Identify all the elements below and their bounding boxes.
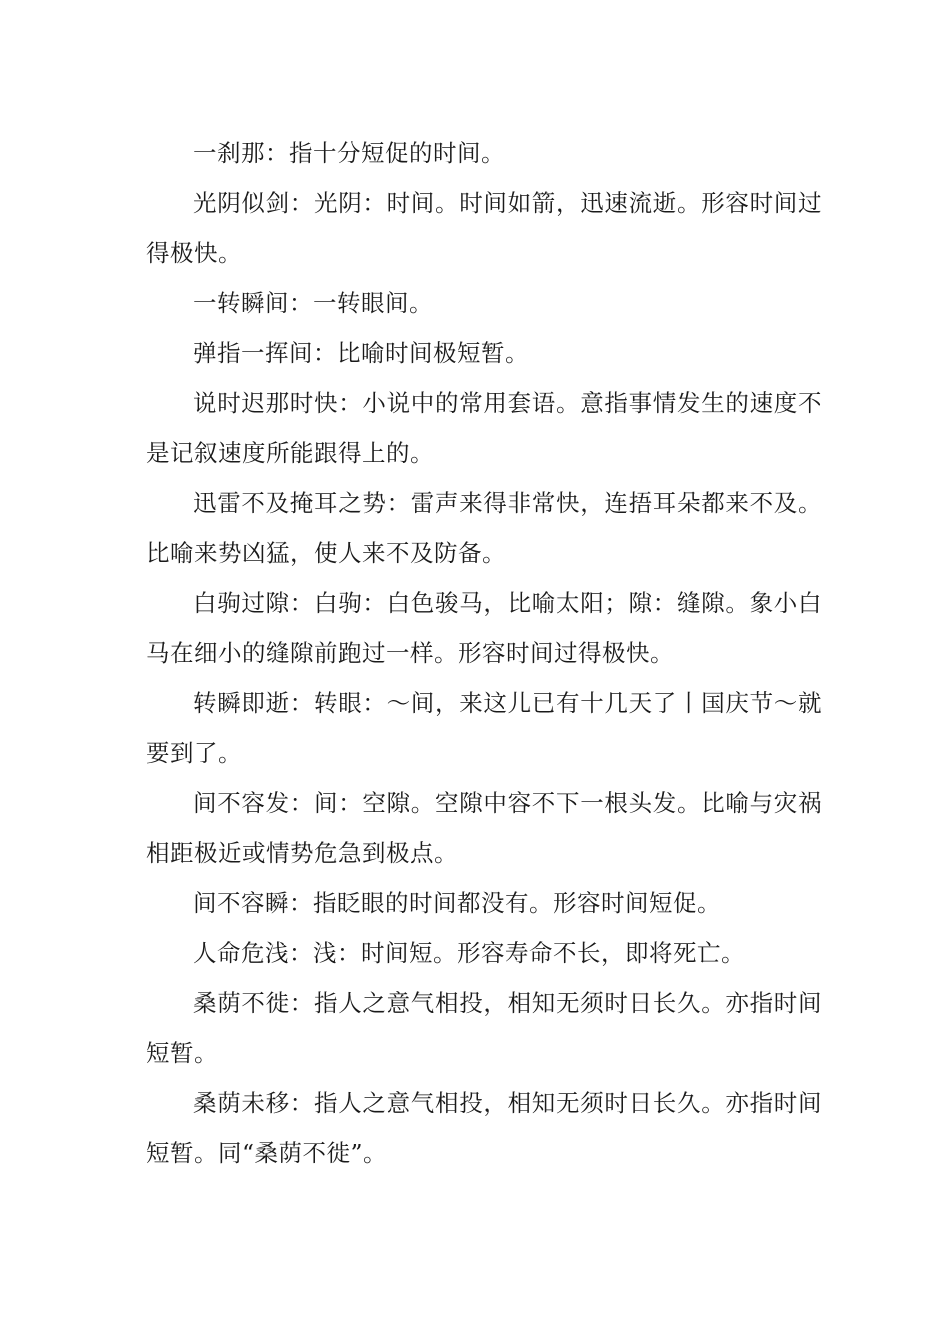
paragraph-shuo-shi-chi: 说时迟那时快：小说中的常用套语。意指事情发生的速度不是记叙速度所能跟得上的。: [146, 389, 822, 467]
paragraph-yi-cha-na: 一刹那：指十分短促的时间。: [193, 139, 505, 167]
paragraph-yi-zhuan-shun-jian: 一转瞬间：一转眼间。: [193, 289, 433, 317]
paragraph-ren-ming-wei-qian: 人命危浅：浅：时间短。形容寿命不长，即将死亡。: [193, 939, 745, 967]
paragraph-jian-bu-rong-fa: 间不容发：间：空隙。空隙中容不下一根头发。比喻与灾祸相距极近或情势危急到极点。: [146, 789, 822, 867]
paragraph-bai-ju-guo-xi: 白驹过隙：白驹：白色骏马，比喻太阳；隙：缝隙。象小白马在细小的缝隙前跑过一样。形容时间过得极快。: [146, 589, 822, 667]
paragraph-sang-yin-bu-xi: 桑荫不徙：指人之意气相投，相知无须时日长久。亦指时间短暂。: [146, 989, 822, 1067]
document-body: [146, 128, 822, 1178]
paragraph-tan-zhi-yi-hui-jian: 弹指一挥间：比喻时间极短暂。: [193, 339, 529, 367]
paragraph-xun-lei-bu-ji: 迅雷不及掩耳之势：雷声来得非常快，连捂耳朵都来不及。比喻来势凶猛，使人来不及防备。: [146, 489, 822, 567]
paragraph-sang-yin-wei-yi: 桑荫未移：指人之意气相投，相知无须时日长久。亦指时间短暂。同“桑荫不徙”。: [146, 1089, 822, 1167]
paragraph-jian-bu-rong-shun: 间不容瞬：指眨眼的时间都没有。形容时间短促。: [193, 889, 721, 917]
paragraph-zhuan-shun-ji-shi: 转瞬即逝：转眼：～间，来这儿已有十几天了丨国庆节～就要到了。: [146, 689, 822, 767]
paragraph-guang-yin-si-jian: 光阴似剑：光阴：时间。时间如箭，迅速流逝。形容时间过得极快。: [146, 189, 822, 267]
